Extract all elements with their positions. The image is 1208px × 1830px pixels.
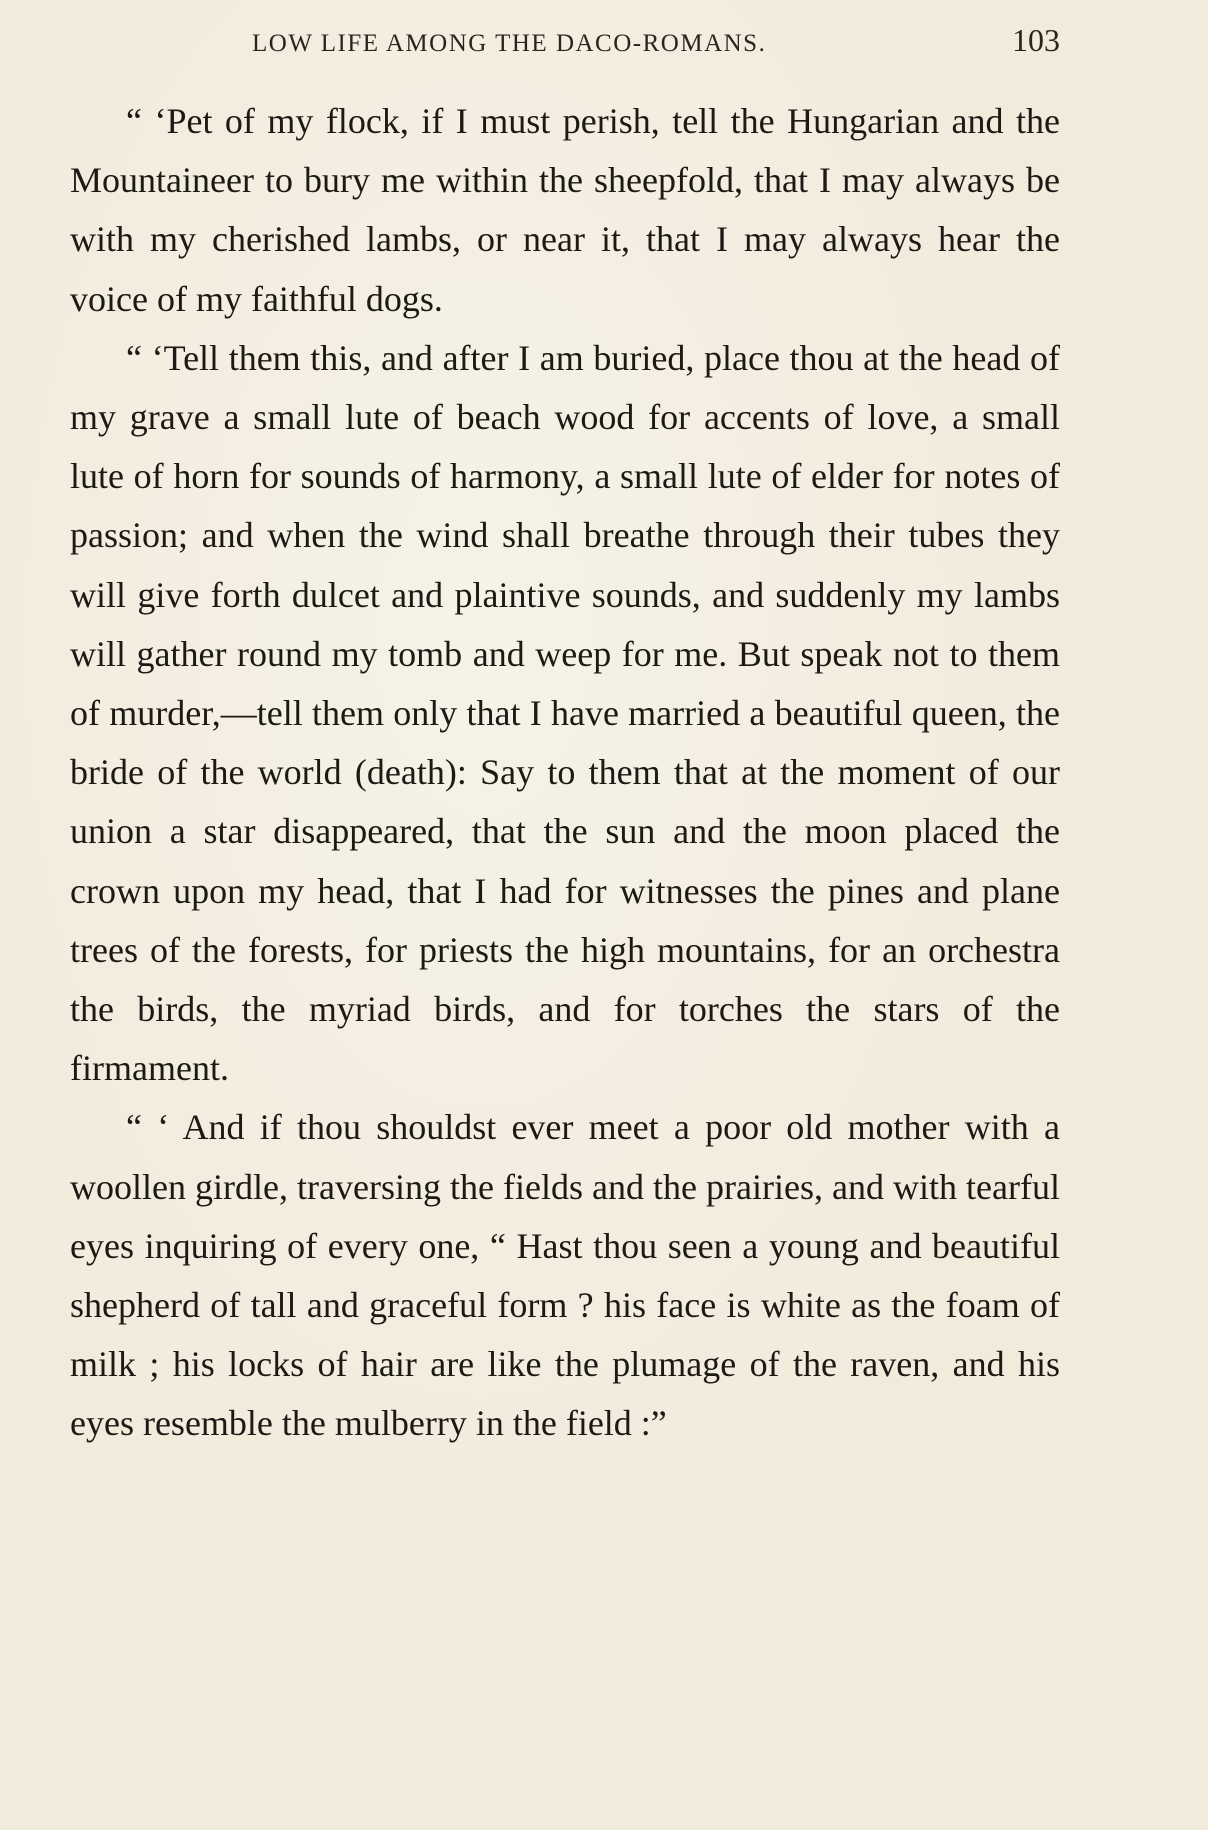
running-title: LOW LIFE AMONG THE DACO-ROMANS.: [252, 30, 767, 57]
paragraph-1: “ ‘Pet of my flock, if I must perish, tell the Hungarian and the Mountaineer to bury me within the sheepfold, that I may always be with my cherished lambs, or near it, that I may always hear the voice of my faithful dogs.: [70, 101, 1060, 319]
page-number: 103: [1012, 22, 1060, 58]
paragraph-2: “ ‘Tell them this, and after I am buried, place thou at the head of my grave a small lute of beach wood for accents of love, a small lute of horn for sounds of harmony, a small lute of elder for notes of passion; and when the wind shall breathe through their tubes they will give forth dulcet and plaintive sounds, and suddenly my lambs will gather round my tomb and weep for me. But speak not to them of murder,—tell them only that I have married a beautiful queen, the bride of the world (death): Say to them that at the moment of our union a star disappeared, that the sun and the moon placed the crown upon my head, that I had for witnesses the pines and plane trees of the forests, for priests the high mountains, for an orchestra the birds, the myriad birds, and for torches the stars of the firmament.: [70, 337, 1060, 1089]
running-head: [70, 22, 1060, 68]
paragraph-3: “ ‘ And if thou shouldst ever meet a poor old mother with a woollen girdle, traversing the fields and the prairies, and with tearful eyes inquiring of every one, “ Hast thou seen a young and beautiful shepherd of tall and graceful form ? his face is white as the foam of milk ; his locks of hair are like the plumage of the raven, and his eyes resemble the mulberry in the field :”: [70, 1107, 1060, 1444]
body-text: [70, 92, 1060, 1454]
